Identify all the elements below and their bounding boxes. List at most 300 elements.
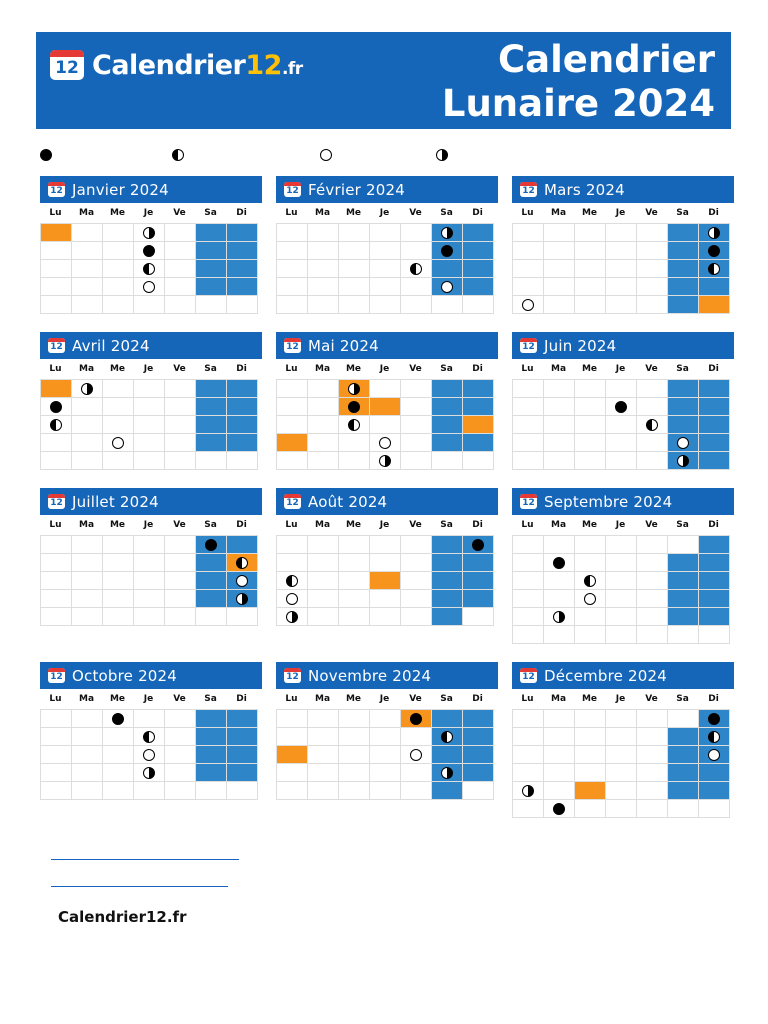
day-cell[interactable] — [308, 554, 339, 572]
day-cell[interactable] — [606, 452, 637, 470]
day-cell[interactable] — [134, 380, 165, 398]
weekend-cell[interactable] — [699, 536, 730, 554]
day-cell[interactable] — [370, 224, 401, 242]
day-cell[interactable] — [637, 452, 668, 470]
holiday-cell[interactable] — [370, 398, 401, 416]
day-cell[interactable] — [134, 590, 165, 608]
link-1[interactable] — [51, 859, 239, 860]
weekend-cell[interactable] — [432, 380, 463, 398]
weekend-cell[interactable] — [432, 572, 463, 590]
day-cell[interactable] — [103, 452, 134, 470]
weekend-cell[interactable] — [432, 746, 463, 764]
day-cell[interactable] — [103, 572, 134, 590]
day-cell[interactable] — [134, 452, 165, 470]
day-cell[interactable] — [103, 416, 134, 434]
day-cell[interactable] — [544, 590, 575, 608]
weekend-cell[interactable] — [699, 608, 730, 626]
link-2[interactable] — [51, 886, 228, 887]
day-cell[interactable] — [401, 278, 432, 296]
day-cell[interactable] — [463, 608, 494, 626]
day-cell[interactable] — [41, 536, 72, 554]
day-cell[interactable] — [339, 764, 370, 782]
weekend-cell[interactable] — [463, 710, 494, 728]
day-cell[interactable] — [699, 800, 730, 818]
day-cell[interactable] — [575, 800, 606, 818]
weekend-cell[interactable] — [196, 536, 227, 554]
day-cell[interactable] — [513, 572, 544, 590]
weekend-cell[interactable] — [196, 398, 227, 416]
month-header[interactable] — [276, 176, 498, 203]
day-cell[interactable] — [308, 452, 339, 470]
day-cell[interactable] — [41, 572, 72, 590]
day-cell[interactable] — [134, 764, 165, 782]
day-cell[interactable] — [606, 626, 637, 644]
day-cell[interactable] — [544, 608, 575, 626]
day-cell[interactable] — [401, 434, 432, 452]
day-cell[interactable] — [575, 398, 606, 416]
day-cell[interactable] — [606, 398, 637, 416]
day-cell[interactable] — [513, 434, 544, 452]
weekend-cell[interactable] — [196, 764, 227, 782]
weekend-cell[interactable] — [196, 710, 227, 728]
day-cell[interactable] — [401, 452, 432, 470]
day-cell[interactable] — [370, 710, 401, 728]
month-header[interactable] — [512, 176, 734, 203]
day-cell[interactable] — [165, 380, 196, 398]
weekend-cell[interactable] — [196, 242, 227, 260]
day-cell[interactable] — [103, 590, 134, 608]
day-cell[interactable] — [277, 590, 308, 608]
day-cell[interactable] — [41, 278, 72, 296]
day-cell[interactable] — [134, 434, 165, 452]
day-cell[interactable] — [606, 572, 637, 590]
day-cell[interactable] — [41, 434, 72, 452]
day-cell[interactable] — [544, 296, 575, 314]
day-cell[interactable] — [72, 296, 103, 314]
day-cell[interactable] — [606, 260, 637, 278]
day-cell[interactable] — [544, 416, 575, 434]
day-cell[interactable] — [513, 728, 544, 746]
weekend-cell[interactable] — [432, 260, 463, 278]
day-cell[interactable] — [339, 416, 370, 434]
day-cell[interactable] — [544, 710, 575, 728]
day-cell[interactable] — [370, 452, 401, 470]
day-cell[interactable] — [308, 434, 339, 452]
day-cell[interactable] — [41, 398, 72, 416]
day-cell[interactable] — [463, 296, 494, 314]
day-cell[interactable] — [103, 746, 134, 764]
day-cell[interactable] — [575, 626, 606, 644]
holiday-cell[interactable] — [227, 554, 258, 572]
day-cell[interactable] — [606, 434, 637, 452]
day-cell[interactable] — [606, 242, 637, 260]
day-cell[interactable] — [72, 554, 103, 572]
day-cell[interactable] — [370, 260, 401, 278]
weekend-cell[interactable] — [432, 398, 463, 416]
day-cell[interactable] — [339, 224, 370, 242]
day-cell[interactable] — [277, 572, 308, 590]
day-cell[interactable] — [72, 710, 103, 728]
day-cell[interactable] — [637, 416, 668, 434]
day-cell[interactable] — [575, 572, 606, 590]
month-header[interactable] — [276, 488, 498, 515]
day-cell[interactable] — [339, 242, 370, 260]
day-cell[interactable] — [41, 296, 72, 314]
day-cell[interactable] — [544, 452, 575, 470]
weekend-cell[interactable] — [227, 536, 258, 554]
day-cell[interactable] — [513, 416, 544, 434]
day-cell[interactable] — [401, 380, 432, 398]
day-cell[interactable] — [544, 764, 575, 782]
day-cell[interactable] — [165, 278, 196, 296]
day-cell[interactable] — [277, 782, 308, 800]
day-cell[interactable] — [308, 572, 339, 590]
day-cell[interactable] — [308, 242, 339, 260]
day-cell[interactable] — [637, 554, 668, 572]
day-cell[interactable] — [277, 452, 308, 470]
weekend-cell[interactable] — [432, 764, 463, 782]
weekend-cell[interactable] — [463, 746, 494, 764]
day-cell[interactable] — [668, 626, 699, 644]
day-cell[interactable] — [277, 728, 308, 746]
day-cell[interactable] — [606, 782, 637, 800]
weekend-cell[interactable] — [196, 434, 227, 452]
weekend-cell[interactable] — [463, 728, 494, 746]
weekend-cell[interactable] — [668, 764, 699, 782]
month-header[interactable] — [40, 662, 262, 689]
day-cell[interactable] — [544, 626, 575, 644]
weekend-cell[interactable] — [699, 380, 730, 398]
day-cell[interactable] — [277, 224, 308, 242]
day-cell[interactable] — [103, 278, 134, 296]
day-cell[interactable] — [575, 746, 606, 764]
holiday-cell[interactable] — [575, 782, 606, 800]
day-cell[interactable] — [41, 746, 72, 764]
day-cell[interactable] — [544, 554, 575, 572]
day-cell[interactable] — [637, 260, 668, 278]
day-cell[interactable] — [401, 398, 432, 416]
day-cell[interactable] — [72, 224, 103, 242]
weekend-cell[interactable] — [463, 278, 494, 296]
day-cell[interactable] — [196, 296, 227, 314]
weekend-cell[interactable] — [227, 728, 258, 746]
day-cell[interactable] — [637, 590, 668, 608]
day-cell[interactable] — [606, 764, 637, 782]
day-cell[interactable] — [668, 536, 699, 554]
day-cell[interactable] — [637, 380, 668, 398]
day-cell[interactable] — [575, 590, 606, 608]
weekend-cell[interactable] — [432, 590, 463, 608]
weekend-cell[interactable] — [699, 242, 730, 260]
day-cell[interactable] — [134, 536, 165, 554]
day-cell[interactable] — [134, 728, 165, 746]
day-cell[interactable] — [637, 710, 668, 728]
day-cell[interactable] — [668, 800, 699, 818]
day-cell[interactable] — [227, 782, 258, 800]
weekend-cell[interactable] — [227, 764, 258, 782]
day-cell[interactable] — [513, 260, 544, 278]
day-cell[interactable] — [544, 800, 575, 818]
holiday-cell[interactable] — [41, 380, 72, 398]
day-cell[interactable] — [308, 608, 339, 626]
day-cell[interactable] — [575, 452, 606, 470]
day-cell[interactable] — [134, 746, 165, 764]
day-cell[interactable] — [339, 728, 370, 746]
day-cell[interactable] — [134, 608, 165, 626]
day-cell[interactable] — [575, 608, 606, 626]
holiday-cell[interactable] — [277, 434, 308, 452]
weekend-cell[interactable] — [699, 764, 730, 782]
day-cell[interactable] — [544, 728, 575, 746]
day-cell[interactable] — [103, 260, 134, 278]
weekend-cell[interactable] — [196, 554, 227, 572]
day-cell[interactable] — [308, 224, 339, 242]
day-cell[interactable] — [544, 434, 575, 452]
weekend-cell[interactable] — [463, 590, 494, 608]
weekend-cell[interactable] — [196, 590, 227, 608]
day-cell[interactable] — [637, 728, 668, 746]
weekend-cell[interactable] — [227, 416, 258, 434]
day-cell[interactable] — [339, 296, 370, 314]
day-cell[interactable] — [637, 434, 668, 452]
weekend-cell[interactable] — [196, 416, 227, 434]
weekend-cell[interactable] — [668, 278, 699, 296]
weekend-cell[interactable] — [196, 224, 227, 242]
day-cell[interactable] — [196, 782, 227, 800]
weekend-cell[interactable] — [432, 782, 463, 800]
day-cell[interactable] — [103, 764, 134, 782]
day-cell[interactable] — [165, 590, 196, 608]
weekend-cell[interactable] — [699, 224, 730, 242]
day-cell[interactable] — [339, 554, 370, 572]
month-header[interactable] — [512, 332, 734, 359]
day-cell[interactable] — [401, 554, 432, 572]
holiday-cell[interactable] — [699, 296, 730, 314]
day-cell[interactable] — [72, 764, 103, 782]
day-cell[interactable] — [513, 452, 544, 470]
day-cell[interactable] — [308, 746, 339, 764]
weekend-cell[interactable] — [668, 416, 699, 434]
day-cell[interactable] — [513, 278, 544, 296]
weekend-cell[interactable] — [196, 278, 227, 296]
day-cell[interactable] — [513, 782, 544, 800]
day-cell[interactable] — [72, 416, 103, 434]
day-cell[interactable] — [370, 764, 401, 782]
weekend-cell[interactable] — [196, 728, 227, 746]
day-cell[interactable] — [308, 398, 339, 416]
day-cell[interactable] — [72, 590, 103, 608]
day-cell[interactable] — [401, 608, 432, 626]
weekend-cell[interactable] — [668, 608, 699, 626]
weekend-cell[interactable] — [463, 572, 494, 590]
day-cell[interactable] — [606, 728, 637, 746]
day-cell[interactable] — [513, 746, 544, 764]
day-cell[interactable] — [103, 728, 134, 746]
day-cell[interactable] — [606, 278, 637, 296]
day-cell[interactable] — [513, 626, 544, 644]
day-cell[interactable] — [196, 608, 227, 626]
day-cell[interactable] — [165, 728, 196, 746]
day-cell[interactable] — [339, 782, 370, 800]
day-cell[interactable] — [544, 260, 575, 278]
day-cell[interactable] — [134, 398, 165, 416]
weekend-cell[interactable] — [432, 710, 463, 728]
weekend-cell[interactable] — [432, 242, 463, 260]
day-cell[interactable] — [41, 710, 72, 728]
day-cell[interactable] — [401, 782, 432, 800]
month-header[interactable] — [276, 332, 498, 359]
day-cell[interactable] — [41, 554, 72, 572]
day-cell[interactable] — [41, 260, 72, 278]
day-cell[interactable] — [637, 278, 668, 296]
weekend-cell[interactable] — [668, 782, 699, 800]
weekend-cell[interactable] — [699, 416, 730, 434]
weekend-cell[interactable] — [463, 380, 494, 398]
month-header[interactable] — [40, 332, 262, 359]
day-cell[interactable] — [606, 554, 637, 572]
weekend-cell[interactable] — [699, 728, 730, 746]
day-cell[interactable] — [134, 710, 165, 728]
day-cell[interactable] — [165, 710, 196, 728]
day-cell[interactable] — [277, 536, 308, 554]
day-cell[interactable] — [196, 452, 227, 470]
day-cell[interactable] — [637, 536, 668, 554]
day-cell[interactable] — [370, 728, 401, 746]
holiday-cell[interactable] — [463, 416, 494, 434]
day-cell[interactable] — [72, 452, 103, 470]
day-cell[interactable] — [277, 416, 308, 434]
day-cell[interactable] — [606, 710, 637, 728]
day-cell[interactable] — [72, 380, 103, 398]
day-cell[interactable] — [72, 746, 103, 764]
day-cell[interactable] — [575, 536, 606, 554]
footer-site[interactable]: Calendrier12.fr — [58, 908, 187, 926]
day-cell[interactable] — [401, 224, 432, 242]
day-cell[interactable] — [103, 224, 134, 242]
day-cell[interactable] — [544, 224, 575, 242]
weekend-cell[interactable] — [432, 536, 463, 554]
day-cell[interactable] — [165, 296, 196, 314]
day-cell[interactable] — [432, 452, 463, 470]
weekend-cell[interactable] — [227, 260, 258, 278]
day-cell[interactable] — [606, 224, 637, 242]
day-cell[interactable] — [165, 536, 196, 554]
day-cell[interactable] — [513, 800, 544, 818]
day-cell[interactable] — [544, 572, 575, 590]
day-cell[interactable] — [134, 296, 165, 314]
day-cell[interactable] — [277, 260, 308, 278]
day-cell[interactable] — [513, 242, 544, 260]
day-cell[interactable] — [103, 380, 134, 398]
weekend-cell[interactable] — [699, 554, 730, 572]
day-cell[interactable] — [277, 296, 308, 314]
day-cell[interactable] — [72, 572, 103, 590]
day-cell[interactable] — [606, 608, 637, 626]
day-cell[interactable] — [308, 728, 339, 746]
weekend-cell[interactable] — [463, 536, 494, 554]
day-cell[interactable] — [339, 590, 370, 608]
day-cell[interactable] — [575, 224, 606, 242]
day-cell[interactable] — [513, 380, 544, 398]
day-cell[interactable] — [103, 536, 134, 554]
month-header[interactable] — [40, 176, 262, 203]
day-cell[interactable] — [134, 260, 165, 278]
day-cell[interactable] — [277, 608, 308, 626]
month-header[interactable] — [276, 662, 498, 689]
weekend-cell[interactable] — [699, 452, 730, 470]
weekend-cell[interactable] — [668, 398, 699, 416]
weekend-cell[interactable] — [699, 398, 730, 416]
weekend-cell[interactable] — [699, 260, 730, 278]
day-cell[interactable] — [308, 536, 339, 554]
day-cell[interactable] — [134, 278, 165, 296]
weekend-cell[interactable] — [196, 380, 227, 398]
weekend-cell[interactable] — [699, 590, 730, 608]
day-cell[interactable] — [606, 800, 637, 818]
day-cell[interactable] — [637, 296, 668, 314]
weekend-cell[interactable] — [227, 572, 258, 590]
day-cell[interactable] — [668, 710, 699, 728]
day-cell[interactable] — [308, 296, 339, 314]
weekend-cell[interactable] — [668, 554, 699, 572]
weekend-cell[interactable] — [227, 398, 258, 416]
weekend-cell[interactable] — [463, 224, 494, 242]
day-cell[interactable] — [134, 416, 165, 434]
weekend-cell[interactable] — [463, 242, 494, 260]
day-cell[interactable] — [339, 608, 370, 626]
day-cell[interactable] — [513, 296, 544, 314]
holiday-cell[interactable] — [277, 746, 308, 764]
weekend-cell[interactable] — [432, 554, 463, 572]
day-cell[interactable] — [637, 398, 668, 416]
weekend-cell[interactable] — [227, 710, 258, 728]
day-cell[interactable] — [575, 278, 606, 296]
weekend-cell[interactable] — [463, 434, 494, 452]
day-cell[interactable] — [339, 746, 370, 764]
day-cell[interactable] — [72, 536, 103, 554]
day-cell[interactable] — [637, 608, 668, 626]
day-cell[interactable] — [637, 242, 668, 260]
day-cell[interactable] — [370, 590, 401, 608]
day-cell[interactable] — [72, 728, 103, 746]
day-cell[interactable] — [72, 242, 103, 260]
day-cell[interactable] — [103, 242, 134, 260]
day-cell[interactable] — [544, 278, 575, 296]
weekend-cell[interactable] — [463, 764, 494, 782]
day-cell[interactable] — [575, 554, 606, 572]
weekend-cell[interactable] — [227, 590, 258, 608]
day-cell[interactable] — [370, 416, 401, 434]
day-cell[interactable] — [637, 572, 668, 590]
day-cell[interactable] — [544, 380, 575, 398]
site-logo[interactable] — [50, 48, 303, 82]
day-cell[interactable] — [401, 242, 432, 260]
day-cell[interactable] — [606, 416, 637, 434]
day-cell[interactable] — [103, 398, 134, 416]
day-cell[interactable] — [72, 782, 103, 800]
day-cell[interactable] — [606, 746, 637, 764]
day-cell[interactable] — [575, 416, 606, 434]
weekend-cell[interactable] — [463, 260, 494, 278]
day-cell[interactable] — [606, 536, 637, 554]
day-cell[interactable] — [165, 746, 196, 764]
day-cell[interactable] — [165, 608, 196, 626]
weekend-cell[interactable] — [227, 746, 258, 764]
weekend-cell[interactable] — [196, 572, 227, 590]
day-cell[interactable] — [544, 782, 575, 800]
day-cell[interactable] — [41, 590, 72, 608]
weekend-cell[interactable] — [432, 416, 463, 434]
